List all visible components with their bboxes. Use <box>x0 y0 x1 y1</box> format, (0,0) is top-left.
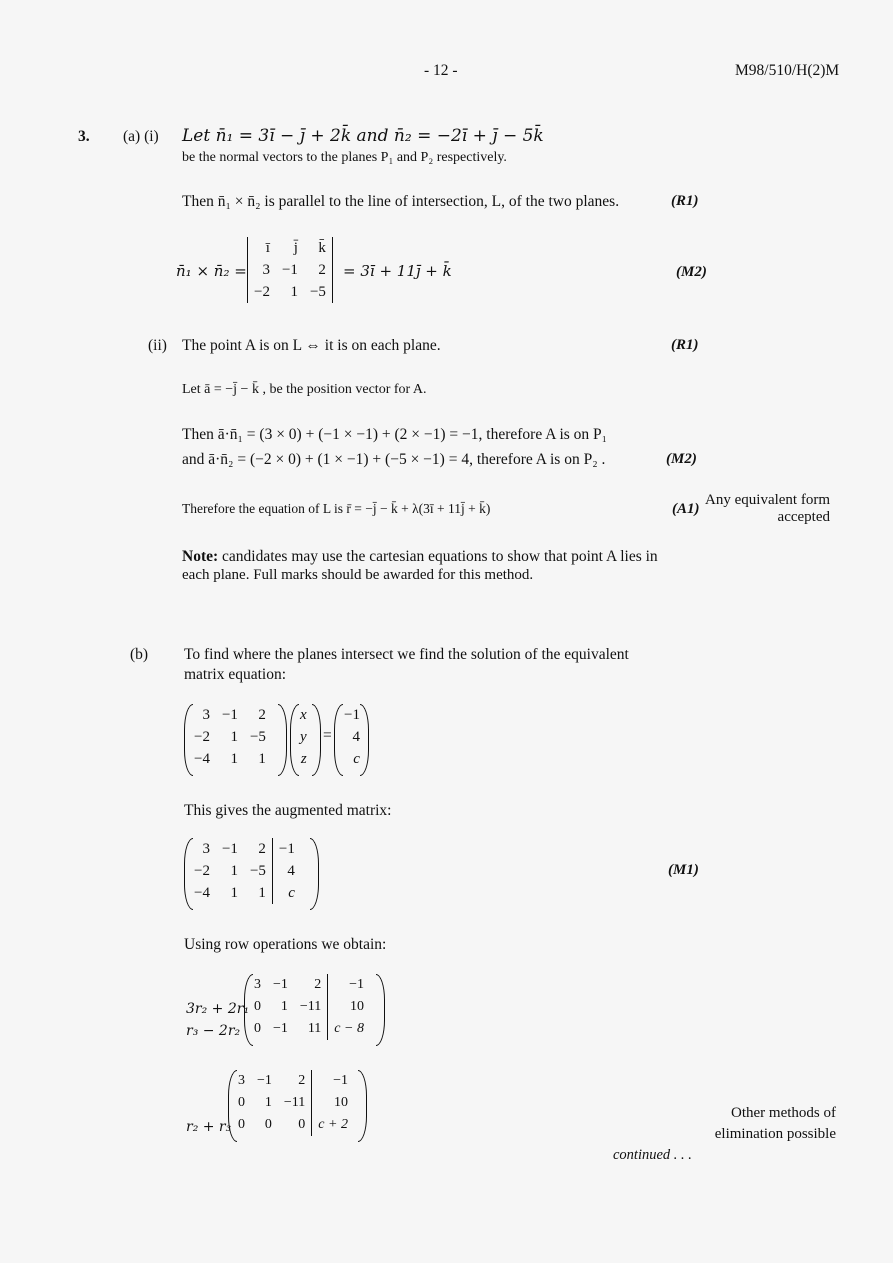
m2-cell: 2 <box>278 1070 312 1092</box>
det-cell: −5 <box>309 283 326 300</box>
part-b-label: (b) <box>130 646 149 663</box>
part-a-label: (a) (i) <box>123 128 159 145</box>
coefficient-matrix <box>188 704 272 770</box>
aug-cell: c <box>288 884 295 901</box>
aug-cell: 4 <box>287 862 295 879</box>
cross-product-lhs: n̄₁ × n̄₂ = <box>176 262 247 280</box>
rhs-cell: c <box>353 750 360 767</box>
m2-cell: 1 <box>264 1095 272 1110</box>
rhs-cell: −1 <box>344 706 360 723</box>
continued-label: continued . . . <box>613 1147 692 1163</box>
paren <box>360 704 369 776</box>
m1-cell: −11 <box>294 996 328 1018</box>
m1-cell: 3 <box>254 977 261 992</box>
aug-cell: −4 <box>194 884 210 901</box>
aug-cell: −1 <box>278 840 295 857</box>
row-ops-text: Using row operations we obtain: <box>184 936 387 953</box>
paren <box>278 704 287 776</box>
row-op <box>186 1094 231 1116</box>
mark-a1: (A1) <box>672 501 700 517</box>
coef-cell: 1 <box>230 728 238 745</box>
parallel-statement: Then n̄₁ × n̄₂ is parallel to the line of intersection, L, of the two planes. <box>182 193 620 210</box>
row-ops-labels-2 <box>186 1072 231 1138</box>
rhs-cell: 4 <box>352 728 360 745</box>
equals-sign: = <box>323 727 332 744</box>
m2-cell: c + 2 <box>318 1117 348 1132</box>
m2-cell: −1 <box>333 1073 348 1088</box>
paren <box>312 704 321 776</box>
augmented-matrix <box>188 838 301 904</box>
det-cell: ī <box>265 239 270 256</box>
aug-cell: 3 <box>202 840 210 857</box>
coef-cell: 3 <box>202 706 210 723</box>
question-number: 3. <box>78 128 90 145</box>
var-cell: y <box>300 728 307 745</box>
note-line-2: each plane. Full marks should be awarded for this method. <box>182 567 534 583</box>
mark-m2-a: (M2) <box>676 264 707 280</box>
m1-cell: −1 <box>349 977 364 992</box>
aug-cell: 1 <box>230 884 238 901</box>
paren <box>358 1070 367 1142</box>
coef-cell: 2 <box>258 706 266 723</box>
m2-cell: 10 <box>333 1095 348 1110</box>
row-op <box>186 1072 231 1094</box>
m2-cell: 0 <box>264 1117 272 1132</box>
line-equation: Therefore the equation of L is r̄ = −j̄ − k̄ + λ(3ī + 11j̄ + k̄) <box>182 501 491 516</box>
note-text: candidates may use the cartesian equations to show that point A lies in <box>218 548 658 565</box>
m2-cell: −11 <box>278 1092 312 1114</box>
m1-cell: 0 <box>254 999 261 1014</box>
coef-cell: −4 <box>194 750 210 767</box>
aug-cell: 2 <box>244 838 272 860</box>
m1-cell: c − 8 <box>334 1021 364 1036</box>
aug-cell: −2 <box>194 862 210 879</box>
part-b-line-1: To find where the planes intersect we find the solution of the equivalent <box>184 646 629 663</box>
det-cell: 3 <box>262 261 270 278</box>
mark-m2-b: (M2) <box>666 451 697 467</box>
aug-cell: 1 <box>244 882 272 904</box>
coef-cell: 1 <box>230 750 238 767</box>
position-vector-line: Let ā = −j̄ − k̄ , be the position vector for A. <box>182 382 427 397</box>
exam-code: M98/510/H(2)M <box>735 62 840 79</box>
augmented-text: This gives the augmented matrix: <box>184 802 392 819</box>
det-cell: k̄ <box>318 239 326 256</box>
m1-cell: 2 <box>294 974 328 996</box>
paren <box>310 838 319 910</box>
m1-cell: 10 <box>349 999 364 1014</box>
cross-product-rhs: = 3ī + 11j̄ + k̄ <box>343 262 452 280</box>
coef-cell: −1 <box>221 706 238 723</box>
coef-cell: −2 <box>194 728 210 745</box>
page-number: - 12 - <box>424 62 458 79</box>
m2-cell: 0 <box>238 1117 245 1132</box>
paren <box>376 974 385 1046</box>
m2-cell: 3 <box>238 1073 245 1088</box>
m1-cell: −1 <box>273 977 288 992</box>
normal-vectors-desc: be the normal vectors to the planes P₁ and P₂ respectively. <box>182 150 507 165</box>
m2-cell: 0 <box>238 1095 245 1110</box>
coef-cell: 1 <box>258 750 266 767</box>
det-cell: 1 <box>290 283 298 300</box>
mark-r1-b: (R1) <box>671 337 699 353</box>
m1-cell: 11 <box>294 1018 328 1040</box>
var-cell: z <box>300 750 307 767</box>
aug-cell: 1 <box>230 862 238 879</box>
m2-cell: 0 <box>278 1114 312 1136</box>
normal-vectors-line: Let n̄₁ = 3ī − j̄ + 2k̄ and n̄₂ = −2ī + j̄ − 5k̄ <box>182 126 544 146</box>
m1-cell: 0 <box>254 1021 261 1036</box>
part-b-line-2: matrix equation: <box>184 666 287 683</box>
det-cell: 2 <box>318 261 326 278</box>
side-note-methods: Other methods of elimination possible <box>714 1105 836 1142</box>
m1-cell: 1 <box>280 999 288 1014</box>
row-op: r₃ − 2r₂ <box>186 1023 241 1039</box>
row-reduced-matrix-1 <box>248 974 370 1040</box>
note-label: Note: <box>182 548 219 565</box>
dot-product-2: and ā·n̄₂ = (−2 × 0) + (1 × −1) + (−5 × −1) = 4, therefore A is on P₂ . <box>182 451 606 468</box>
row-ops-labels-1 <box>186 976 249 1042</box>
m1-cell: −1 <box>273 1021 288 1036</box>
det-cell: −2 <box>254 283 270 300</box>
var-cell: x <box>300 706 307 723</box>
det-cell: −1 <box>281 261 298 278</box>
side-note-equivalent: Any equivalent form accepted <box>705 492 830 525</box>
det-cell: j̄ <box>293 239 298 256</box>
mark-m1: (M1) <box>668 862 699 878</box>
row-op: 3r₂ + 2r₁ <box>186 1001 250 1017</box>
row-reduced-matrix-2 <box>232 1070 354 1136</box>
point-a-statement: The point A is on L ⇔ it is on each plane. <box>182 337 441 354</box>
dot-product-1: Then ā·n̄₁ = (3 × 0) + (−1 × −1) + (2 × −1) = −1, therefore A is on P₁ <box>182 426 608 443</box>
m2-cell: −1 <box>257 1073 272 1088</box>
row-op: r₂ + r₃ <box>186 1119 232 1135</box>
variable-vector <box>294 704 313 770</box>
determinant <box>247 237 333 303</box>
aug-cell: −5 <box>244 860 272 882</box>
coef-cell: −5 <box>249 728 266 745</box>
note-line-1 <box>182 548 658 566</box>
part-ii-label: (ii) <box>148 337 167 354</box>
mark-r1-a: (R1) <box>671 193 699 209</box>
row-op <box>186 976 249 998</box>
aug-cell: −1 <box>221 840 238 857</box>
